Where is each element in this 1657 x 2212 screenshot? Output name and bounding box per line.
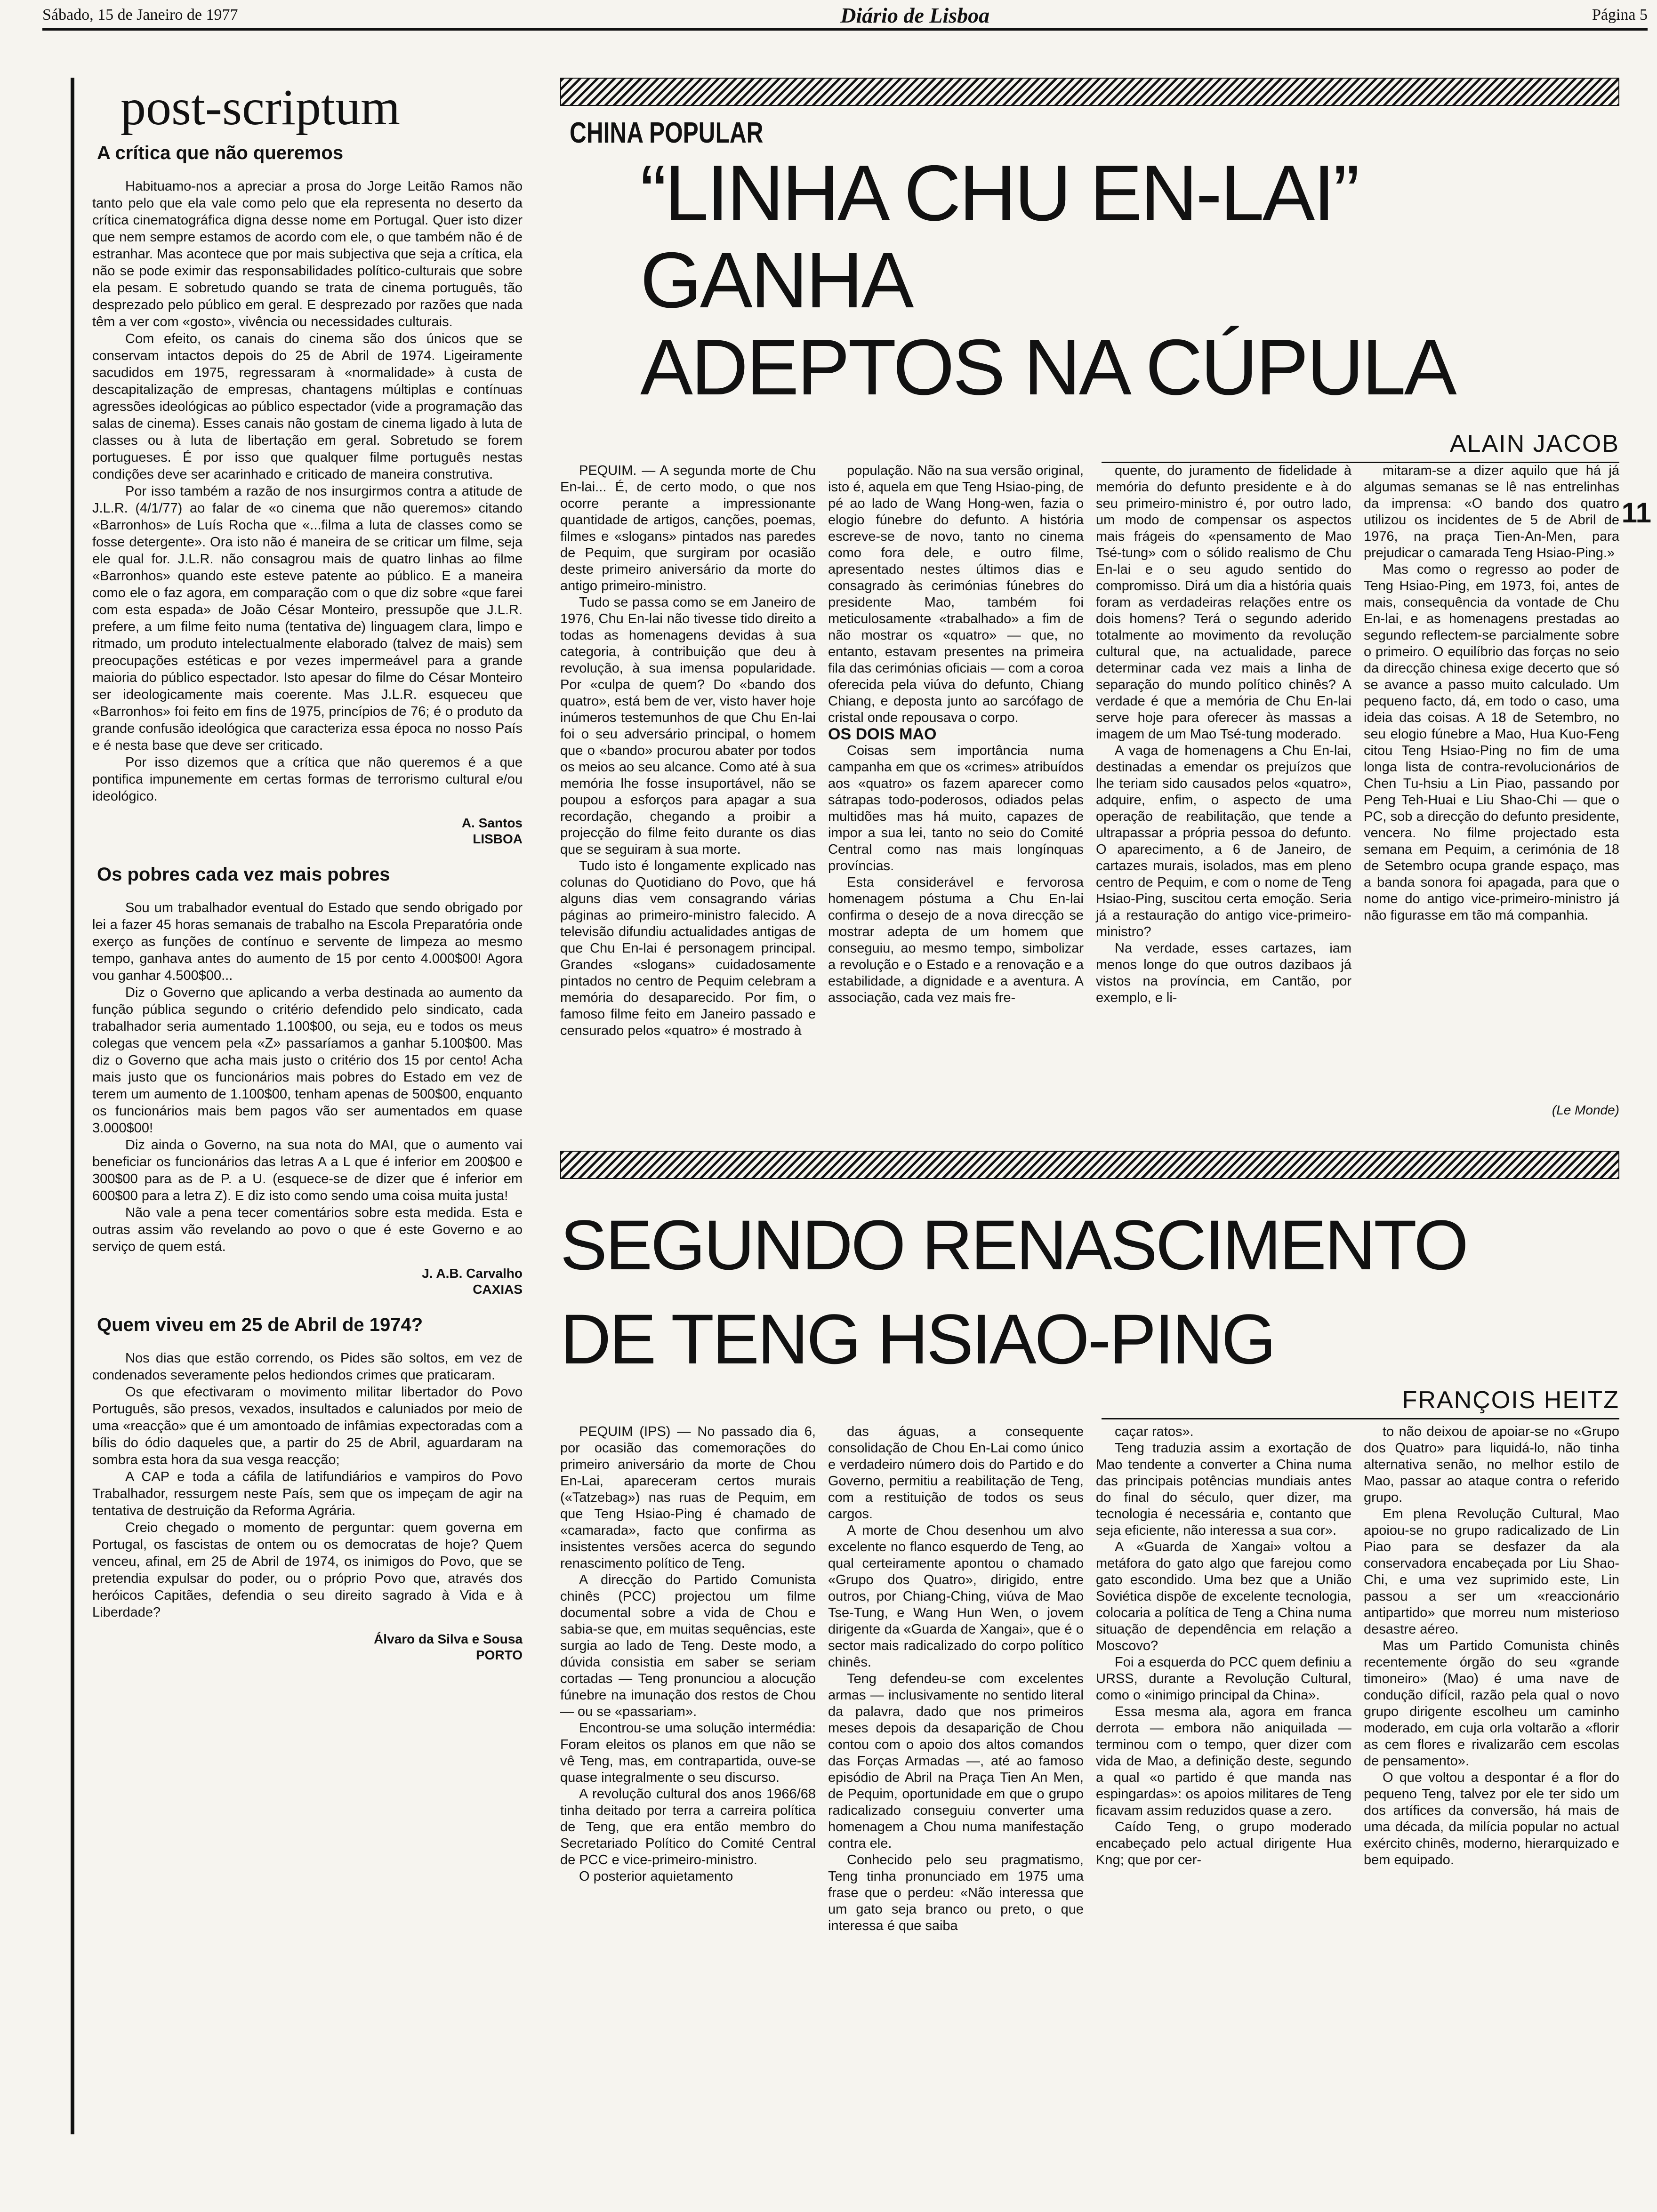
article-paragraph: A direcção do Partido Comunista chinês (PCC) projectou um filme documental sobre a vida de Chou e sabia-se que, em muitas sequências, este surgia ao lado de Teng. Deste modo, a dúvida consistia em saber se seriam cortadas — Teng pronunciou a alocução fúnebre na imunação dos restos de Chou — ou se «passariam». (560, 1572, 816, 1719)
letter-paragraph: Não vale a pena tecer comentários sobre esta medida. Esta e outras assim vão revelando ao povo o que é este Governo e ao serviço de quem está. (92, 1205, 523, 1254)
article-paragraph: Tudo se passa como se em Janeiro de 1976, Chu En-lai não tivesse tido direito a todas as homenagens devidas à sua categoria, à contribuição que deu à revolução, à sua imensa popularidade. Por «culpa de quem? Do «bando dos quatro», está bem de ver, visto haver hoje inúmeros testemunhos de que Chu En-lai foi o seu adversário principal, o homem que o «bando» procurou abater por todos os meios ao seu alcance. Como até à sua memória lhe fosse insuportável, não se poupou a esforços para apagar a sua recordação, chegando a proibir a projecção do filme feito durante os dias que se seguiram à sua morte. (560, 595, 816, 857)
post-scriptum-title: post-scriptum (121, 80, 400, 136)
letter-signature: CAXIAS (473, 1282, 523, 1297)
article-column (828, 1424, 1084, 2059)
article-column (1096, 1424, 1351, 2059)
letter-paragraph: A CAP e toda a cáfila de latifundiários e vampiros do Povo Trabalhador, ressurgem neste País, sem que os impeçam de agir na tentativa de destruição da Reforma Agrária. (92, 1469, 523, 1518)
article-subheading: OS DOIS MAO (828, 725, 937, 743)
letter-paragraph: Com efeito, os canais do cinema são dos únicos que se conservam intactos depois do 25 de Abril de 1974. Ligeiramente sacudidos em 1975, regressaram à «normalidade» à custa de descapitalização de empresas, chantagens múltiplas e contínuas agressões ideológicas ao público espectador (vide a programação das salas de cinema). Esses canais não gostam de cinema ligado à luta de classes ou à luta de libertação em geral. Sobretudo se forem portugueses. É por isso que qualquer filme português nestas condições deve ser acarinhado e criticado de maneira construtiva. (92, 331, 523, 482)
article2-byline: FRANÇOIS HEITZ (1102, 1386, 1619, 1419)
letter-paragraph: Diz ainda o Governo, na sua nota do MAI, que o aumento vai beneficiar os funcionários das letras A a L que é inferior em 200$00 e 300$00 para as de P. a U. (esquece-se de dizer que é inferior em 600$00 para a letra Z). E diz isto como sendo uma coisa muita justa! (92, 1138, 523, 1203)
article-column (1364, 1424, 1619, 2059)
article-column (828, 463, 1084, 1093)
article-paragraph: Foi a esquerda do PCC quem definiu a URSS, durante a Revolução Cultural, como o «inimigo principal da China». (1096, 1655, 1351, 1703)
article-paragraph: A revolução cultural dos anos 1966/68 tinha deitado por terra a carreira política de Teng, que era então membro do Secretariado Político do Comité Central de PCC e vice-primeiro-ministro. (560, 1787, 816, 1867)
article-paragraph: A «Guarda de Xangai» voltou a metáfora do gato algo que farejou como gato escondido. Uma bez que a União Soviética dispõe de excelente tecnologia, colocaria a política de Teng a China numa situação de dependência em relação a Moscovo? (1096, 1539, 1351, 1653)
letter-signature: J. A.B. Carvalho (422, 1266, 523, 1281)
article-paragraph: das águas, a consequente consolidação de Chou En-Lai como único e verdadeiro número dois do Partido e do Governo, permitiu a reabilitação de Teng, com a restituição de todos os seus cargos. (828, 1424, 1084, 1522)
letter-heading: Os pobres cada vez mais pobres (97, 864, 390, 885)
article-paragraph: Caído Teng, o grupo moderado encabeçado pelo actual dirigente Hua Kng; que por cer- (1096, 1819, 1351, 1867)
article2-headline (560, 1198, 1619, 1386)
article-paragraph: Coisas sem importância numa campanha em que os «crimes» atribuídos aos «quatro» os fazem aparecer como sátrapas todo-poderosos, odiados pelas multidões mas há muito, capazes de impor a sua lei, tanto no seio do Comité Central como nas mais longínquas províncias. (828, 743, 1084, 874)
article1-headline-line: ADEPTOS NA CÚPULA (640, 323, 1455, 411)
letter (92, 864, 523, 1298)
letter-heading: A crítica que não queremos (97, 143, 344, 163)
article-paragraph: Teng defendeu-se com excelentes armas — inclusivamente no sentido literal da palavra, dado que nos primeiros meses depois da desaparição de Chou contou com o apoio dos altos comandos das Forças Armadas —, até ao famoso episódio de Abril na Praça Tien An Men, de Pequim, oportunidade em que o grupo radicalizado conseguiu converter uma homenagem a Chou numa manifestação contra ele. (828, 1671, 1084, 1851)
article-paragraph: PEQUIM (IPS) — No passado dia 6, por ocasião das comemorações do primeiro aniversário da morte de Chou En-Lai, apareceram certos murais («Tatzebag») nas ruas de Pequim, em que Teng Hsiao-Ping é chamado de «camarada», facto que confirma as insistentes versões acerca do segundo renascimento político de Teng. (560, 1424, 816, 1571)
letter-heading: Quem viveu em 25 de Abril de 1974? (97, 1314, 423, 1335)
article-paragraph: Teng traduzia assim a exortação de Mao tendente a converter a China numa das principais potências mundiais antes do final do século, quer dizer, ma tecnologia é necessária e, contanto que seja eficiente, não interessa a sua cor». (1096, 1441, 1351, 1538)
letter-paragraph: Diz o Governo que aplicando a verba destinada ao aumento da função pública segundo o critério defendido pelo sindicato, cada trabalhador seria aumentado 1.100$00, ou seja, eu e todos os meus colegas que vencem pela «Z» passaríamos a ganhar 5.100$00. Mas diz o Governo que acha mais justo o critério dos 15 por cento! Acha mais justo que os funcionários mais pobres do Estado em vez de terem um aumento de 1.100$00, tenham apenas de 500$00, enquanto os funcionários mais bem pagos vão ser aumentados em quase 3.000$00! (92, 985, 523, 1136)
article1-headline-line: “LINHA CHU EN-LAI” (640, 149, 1358, 237)
letter-signature: A. Santos (461, 816, 523, 830)
article1-byline: ALAIN JACOB (1102, 430, 1619, 463)
article-paragraph: Encontrou-se uma solução intermédia: Foram eleitos os planos em que não se vê Teng, mas, em contrapartida, ouve-se quase integralmente o seu discurso. (560, 1721, 816, 1785)
article-paragraph: Na verdade, esses cartazes, iam menos longe do que outros dazibaos já vistos na província, em Cantão, por exemplo, e li- (1096, 941, 1351, 1005)
article2-headline-line: SEGUNDO RENASCIMENTO (560, 1205, 1467, 1284)
letter-paragraph: Creio chegado o momento de perguntar: quem governa em Portugal, os fascistas de ontem ou os democratas de hoje? Quem venceu, afinal, em 25 de Abril de 1974, os inimigos do Povo, que se pretendia expulsar do poder, ou o próprio Povo que, através dos heróicos Capitães, defendia o seu direito sagrado à Vida e à Liberdade? (92, 1520, 523, 1620)
masthead (42, 2, 1648, 31)
letter-paragraph: Habituamo-nos a apreciar a prosa do Jorge Leitão Ramos não tanto pelo que ela vale como pelo que ela representa no deserto da crítica cinematográfica digna desse nome em Portugal. Quer isto dizer que nem sempre estamos de acordo com ele, o que também não é de estranhar. Mas acontece que por mais subjectiva que seja a crítica, ela não se pode eximir das responsabilidades político-culturais que sobre ela pesam. E sobretudo quando se trata de cinema português, tão desprezado pelo público em geral. E desprezado por razões que nada têm a ver com «gosto», vivência ou necessidades culturais. (92, 179, 523, 329)
article1-kicker: CHINA POPULAR (570, 117, 764, 149)
article-paragraph: to não deixou de apoiar-se no «Grupo dos Quatro» para liquidá-lo, não tinha alternativa senão, no melhor estilo de Mao, passar ao ataque contra o referido grupo. (1364, 1424, 1619, 1505)
article1-source: (Le Monde) (1552, 1103, 1619, 1117)
article-paragraph: caçar ratos». (1115, 1424, 1194, 1439)
letter-paragraph: Por isso também a razão de nos insurgirmos contra a atitude de J.L.R. (4/1/77) ao falar de «o cinema que não queremos» citando «Barronhos» de Luís Rocha que «...filma a luta de classes como se fosse detergente». Ora isto não é maneira de se criticar um filme, seja ele qual for. J.L.R. não consagrou mais de quatro linhas ao filme «Barronhos» quando este esteve patente ao público. E a maneira como ele o faz agora, em comparação com o que diz sobre «que farei com esta espada» de João César Monteiro, pressupõe que J.L.R. prefere, a um filme feito numa (tentativa de) linguagem clara, limpo e ritmado, um produto intelectualmente elaborado (talvez de mais) sem preocupações estéticas e por vezes impermeável para a grande maioria do público espectador. Isto apesar do filme do César Monteiro ser ideologicamente mais coerente. Mas J.L.R. esqueceu que «Barronhos» foi feito em fins de 1975, princípios de 76; é o produto da grande confusão ideológica que caracteriza essa época no nosso País e é nesta base que deve ser criticado. (92, 484, 523, 753)
letter (92, 1314, 523, 1663)
masthead-paper-name: Diário de Lisboa (840, 3, 990, 27)
article2-headline-line: DE TENG HSIAO-PING (560, 1299, 1275, 1378)
article-paragraph: Mas um Partido Comunista chinês recentemente órgão do seu «grande timoneiro» (Mao) é uma nave de condução difícil, razão pela qual o novo grupo dirigente escolheu um caminho moderado, em cuja orla voltarão a «florir as cem flores e rivalizarão cem escolas de pensamento». (1364, 1638, 1619, 1769)
article2-body (560, 1424, 1619, 2059)
article-paragraph: Conhecido pelo seu pragmatismo, Teng tinha pronunciado em 1975 uma frase que o perdeu: «Não interessa que um gato seja branco ou preto, o que interessa é que saiba (828, 1852, 1084, 1933)
masthead-date: Sábado, 15 de Janeiro de 1977 (42, 6, 238, 24)
letter-signature: LISBOA (473, 832, 523, 846)
letter-paragraph: Sou um trabalhador eventual do Estado que sendo obrigado por lei a fazer 45 horas semanais de trabalho na Escola Preparatória onde exerço as funções de contínuo e servente de limpeza ao mesmo tempo, ganhava antes do aumento de 15 por cento 4.000$00! Agora vou ganhar 4.500$00... (92, 900, 523, 983)
article-paragraph: O que voltou a despontar é a flor do pequeno Teng, talvez por ele ter sido um dos artífices da conversão, há mais de uma década, da milícia popular no actual exército chinês, moderno, hierarquizado e bem equipado. (1364, 1770, 1619, 1867)
article-paragraph: A morte de Chou desenhou um alvo excelente no flanco esquerdo de Teng, ao qual certeiramente apontou o chamado «Grupo dos Quatro», dirigido, entre outros, por Chiang-Ching, viúva de Mao Tse-Tung, e Wang Hun Wen, o jovem dirigente da «Guarda de Xangai», que é o sector mais radicalizado do corpo político chinês. (828, 1523, 1084, 1670)
letter-signature: Álvaro da Silva e Sousa (374, 1632, 523, 1646)
article-paragraph: Tudo isto é longamente explicado nas colunas do Quotidiano do Povo, que há alguns dias vem consagrando várias páginas ao primeiro-ministro falecido. A televisão difundiu actualidades antigas de que Chu En-lai é personagem principal. Grandes «slogans» cuidadosamente pintados no centro de Pequim celebram a memória do desaparecido. Por fim, o famoso filme feito em Janeiro passado e censurado pelos «quatro» é mostrado à (560, 858, 816, 1038)
article-paragraph: quente, do juramento de fidelidade à memória do defunto presidente e à do seu primeiro-ministro é, por outro lado, um modo de compensar os aspectos mais frágeis do «pensamento de Mao Tsé-tung» com o sólido realismo de Chu En-lai e o seu agudo sentido do compromisso. Dirá um dia a história quais foram as verdadeiras relações entre os dois homens? Terá o segundo aderido totalmente ao movimento da revolução cultural que, na actualidade, parece determinar cada vez mais a linha de separação do mundo político chinês? A verdade é que a memória de Chu En-lai serve hoje para oferecer às massas a imagem de um Mao Tsé-tung moderado. (1096, 463, 1351, 742)
article-paragraph: O posterior aquietamento (579, 1869, 733, 1884)
article-paragraph: população. Não na sua versão original, isto é, aquela em que Teng Hsiao-ping, de pé ao lado de Wang Hong-wen, fazia o elogio fúnebre do defunto. A história escreve-se de novo, tanto no cinema como fora dele, e outro filme, apresentado nestes últimos dias e consagrado às cerimónias fúnebres do presidente Mao, também foi meticulosamente «trabalhado» a fim de não mostrar os «quatro» — que, no entanto, estavam presentes na primeira fila das cerimónias oficiais — com a coroa oferecida pela viúva do defunto, Chiang Chiang, e deposta junto ao sarcófago de cristal onde repousava o corpo. (828, 463, 1084, 725)
article-paragraph: Em plena Revolução Cultural, Mao apoiou-se no grupo radicalizado de Lin Piao para se desfazer da ala conservadora encabeçada por Liu Shao-Chi, e uma vez suprimido este, Lin passou a ser um «reaccionário antipartido» que morreu num misterioso desastre aéreo. (1364, 1507, 1619, 1637)
letters-list (92, 143, 523, 1663)
letter-body (92, 178, 523, 805)
letter (92, 143, 523, 847)
letter-signature: PORTO (475, 1648, 523, 1662)
letter-paragraph: Nos dias que estão correndo, os Pides são soltos, em vez de condenados severamente pelos hediondos crimes que praticaram. (92, 1351, 523, 1383)
article-paragraph: mitaram-se a dizer aquilo que há já algumas semanas se lê nas entrelinhas da imprensa: «O bando dos quatro utilizou os incidentes de 5 de Abril de 1976, na praça Tien-An-Men, para prejudicar o camarada Teng Hsiao-Ping.» (1364, 463, 1619, 561)
post-scriptum-column (71, 78, 523, 2134)
article-column (1096, 463, 1351, 1093)
margin-mark: 11 (1621, 497, 1651, 529)
hatched-banner (560, 1151, 1619, 1179)
article-column (1364, 463, 1619, 1093)
masthead-page: Página 5 (1592, 6, 1648, 24)
letter-paragraph: Por isso dizemos que a crítica que não queremos é a que pontifica impunemente em certas formas de terrorismo cultural e/ou ideológico. (92, 755, 523, 804)
letter-body (92, 1350, 523, 1621)
article-paragraph: PEQUIM. — A segunda morte de Chu En-lai... É, de certo modo, o que nos ocorre perante a impressionante quantidade de artigos, canções, poemas, filmes e «slogans» pintados nas paredes de Pequim, que surgiram por ocasião deste primeiro aniversário da morte do antigo primeiro-ministro. (560, 463, 816, 593)
right-articles (560, 78, 1619, 2059)
letter-paragraph: Os que efectivaram o movimento militar libertador do Povo Português, são presos, vexados, insultados e caluniados por meio de uma «reacção» que é um amontoado de infâmias expectoradas com a bílis do ódio daqueles que, a partir do 25 de Abril, aguardaram na sombra esta hora da sua vesga reacção; (92, 1385, 523, 1467)
article1-body (560, 463, 1619, 1093)
article1-headline (560, 150, 1619, 411)
article-paragraph: Essa mesma ala, agora em franca derrota — embora não aniquilada — terminou com o tempo, quer dizer com vida de Mao, a definição deste, segundo a qual «o partido é que manda nas espingardas»: os apoios militares de Teng ficavam assim reduzidos quase a zero. (1096, 1704, 1351, 1818)
article-paragraph: Mas como o regresso ao poder de Teng Hsiao-Ping, em 1973, foi, antes de mais, consequência da vontade de Chu En-lai, e as homenagens prestadas ao segundo reflectem-se parcialmente sobre o primeiro. O equilíbrio das forças no seio da direcção chinesa exige decerto que só se avance a passo muito calculado. Um pequeno facto, dá, em todo o caso, uma ideia das coisas. A 18 de Setembro, no seu elogio fúnebre a Mao, Hua Kuo-Feng citou Teng Hsiao-Ping no fim de uma longa lista de contra-revolucionários de Chen Tu-hsiu a Lin Piao, passando por Peng Teh-Huai e Liu Shao-Chi — que o PC, sob a direcção do defunto presidente, vencera. No filme projectado esta semana em Pequim, a cerimónia de 18 de Setembro ocupa grande espaço, mas a banda sonora foi apagada, para que o nome do antigo vice-primeiro-ministro já não figurasse em tão má companhia. (1364, 562, 1619, 923)
article-paragraph: Esta considerável e fervorosa homenagem póstuma a Chu En-lai confirma o desejo de a nova direcção se mostrar adepta de um homem que conseguiu, ao mesmo tempo, simbolizar a revolução e o Estado e a renovação e a estabilidade, a dignidade e a aventura. A associação, cada vez mais fre- (828, 875, 1084, 1005)
article1-headline-line: GANHA (640, 236, 912, 324)
hatched-banner (560, 78, 1619, 106)
letter-body (92, 899, 523, 1255)
article-column (560, 463, 816, 1093)
article-paragraph: A vaga de homenagens a Chu En-lai, destinadas a emendar os prejuízos que lhe teriam sido causados pelos «quatro», adquire, enfim, o aspecto de uma operação de reabilitação, que tende a ultrapassar a própria pessoa do defunto. O aparecimento, a 6 de Janeiro, de cartazes murais, isolados, mas em pleno centro de Pequim, e com o nome de Teng Hsiao-Ping, suscitou certa emoção. Seria já a restauração do antigo vice-primeiro-ministro? (1096, 743, 1351, 939)
article-column (560, 1424, 816, 2059)
